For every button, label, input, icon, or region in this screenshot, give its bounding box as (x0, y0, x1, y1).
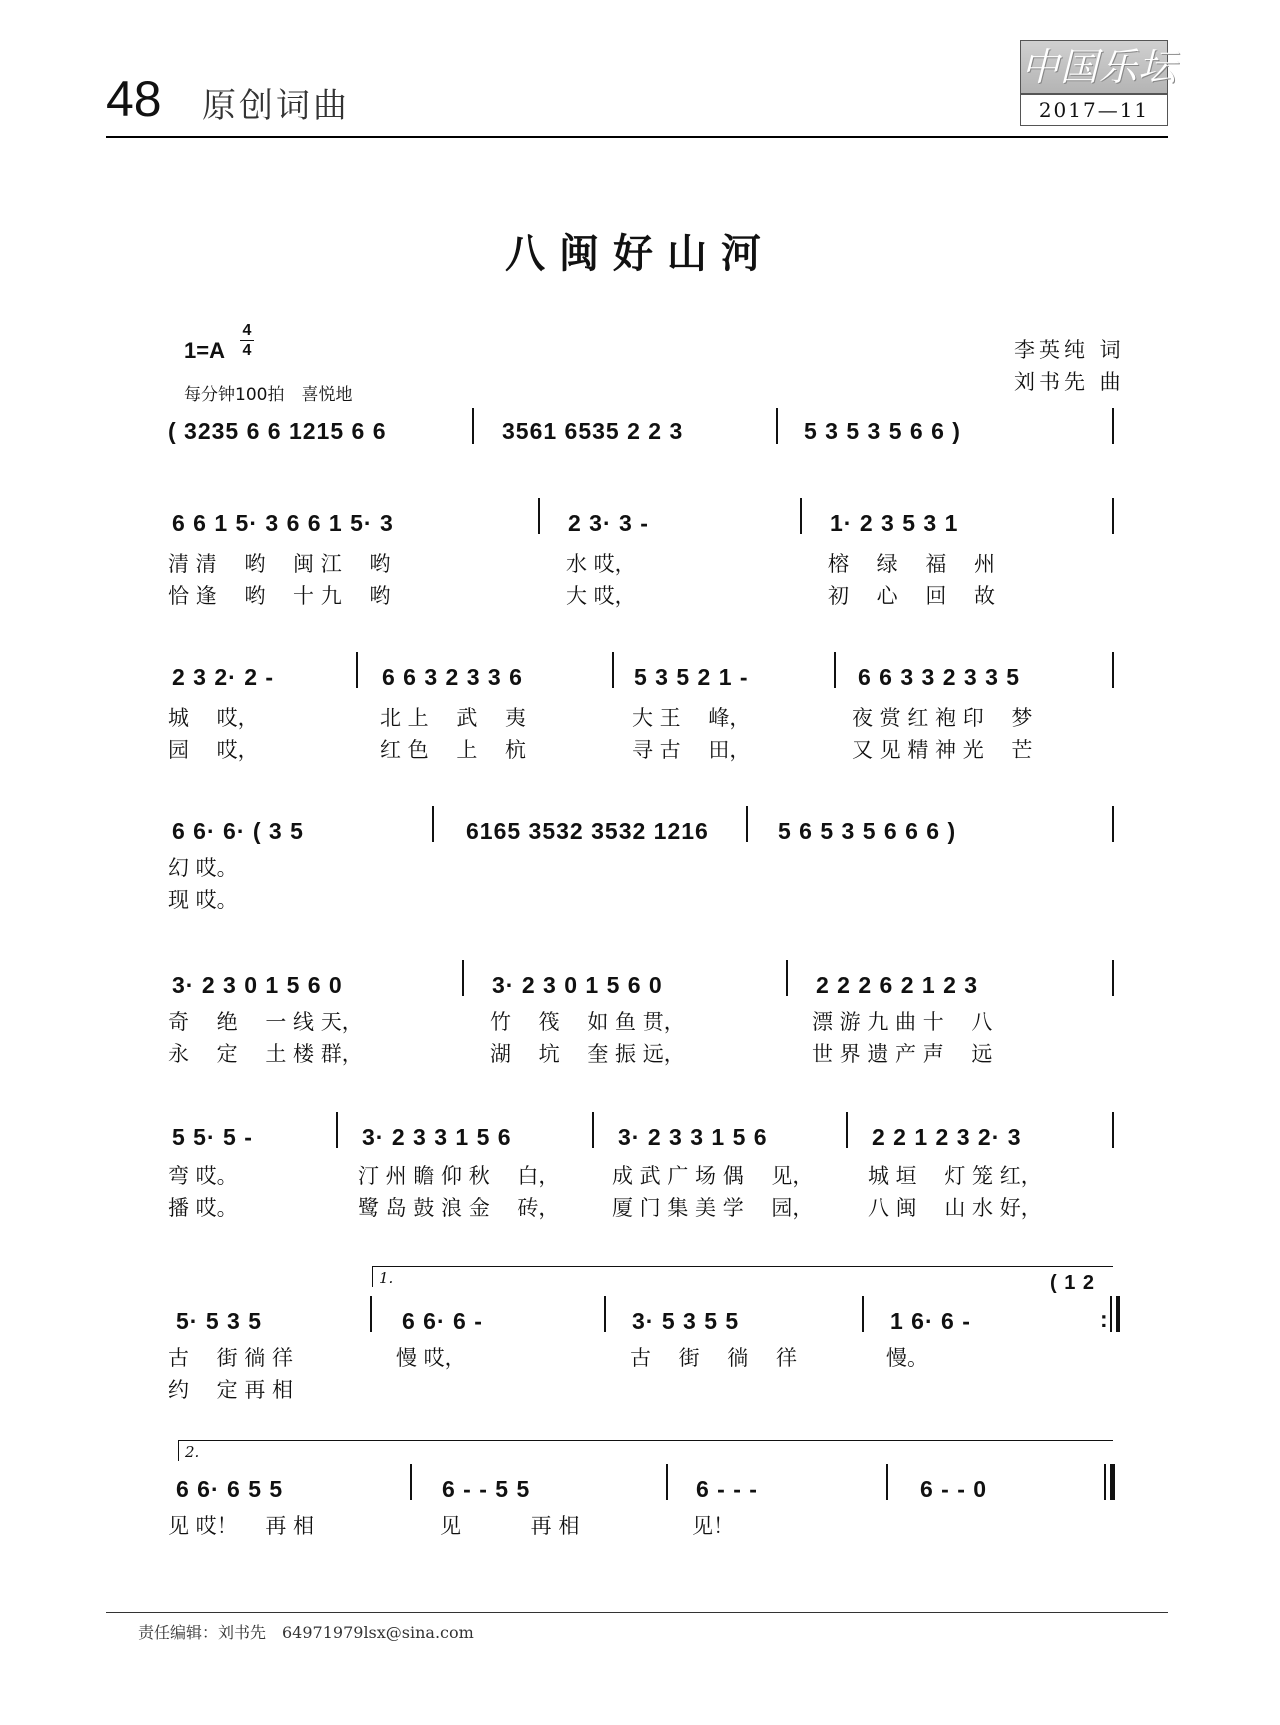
lyric-line8-m3: 见！ (692, 1514, 734, 1538)
lyric-line5a-m3: 漂 游 九 曲 十 八 (812, 1010, 993, 1034)
barline (538, 498, 540, 534)
lyric-line6b-m4: 八 闽 山 水 好， (868, 1196, 1042, 1220)
repeat-dots: : (1100, 1306, 1109, 1332)
lyric-line3b-m4: 又 见 精 神 光 芒 (852, 738, 1033, 762)
issue-label: 2017—11 (1020, 94, 1168, 126)
notation-line4-m3: 5 6 5 3 5 6 6 6 ) (778, 818, 957, 844)
composer-credit: 刘书先 曲 (1014, 370, 1125, 394)
lyric-line7a-m1: 古 街 徜 徉 (168, 1346, 294, 1370)
song-title: 八闽好山河 (505, 230, 775, 277)
notation-line5-m1: 3· 2 3 0 1 5 6 0 (172, 972, 343, 998)
lyric-line6b-m2: 鹭 岛 鼓 浪 金 砖， (358, 1196, 560, 1220)
lyric-line2a-m3: 榕 绿 福 州 (828, 552, 996, 576)
lyric-line5b-m3: 世 界 遗 产 声 远 (812, 1042, 993, 1066)
notation-line7-m4: 1 6· 6 - (890, 1308, 971, 1334)
lyric-line7a-m3: 古 街 徜 徉 (630, 1346, 798, 1370)
notation-line3-m1: 2 3 2· 2 - (172, 664, 275, 690)
barline (666, 1464, 668, 1500)
notation-line1-m3: 5 3 5 3 5 6 6 ) (804, 418, 961, 444)
time-numerator: 4 (242, 322, 252, 339)
barline (432, 806, 434, 842)
lyric-line4b: 现 哎。 (168, 888, 238, 912)
footer-rule (106, 1612, 1168, 1613)
notation-line6-m4: 2 2 1 2 3 2· 3 (872, 1124, 1022, 1150)
pickup-notes: ( 1 2 (1050, 1272, 1096, 1294)
volta-first-ending (372, 1266, 1113, 1287)
lyric-line6a-m2: 汀 州 瞻 仰 秋 白， (358, 1164, 560, 1188)
notation-line2-m2: 2 3· 3 - (568, 510, 649, 536)
notation-line1-m2: 3561 6535 2 2 3 (502, 418, 684, 444)
lyric-line3b-m2: 红 色 上 杭 (380, 738, 527, 762)
barline (604, 1296, 606, 1332)
page-number: 48 (106, 71, 162, 127)
barline (612, 652, 614, 688)
lyric-line8-m1: 见 哎！ 再 相 (168, 1514, 315, 1538)
header-rule (106, 136, 1168, 138)
lyric-line6a-m1: 弯 哎。 (168, 1164, 238, 1188)
barline (834, 652, 836, 688)
notation-line4-m1: 6 6· 6· ( 3 5 (172, 818, 304, 844)
barline (410, 1464, 412, 1500)
volta-second-ending (178, 1440, 1113, 1461)
barline (1112, 806, 1114, 842)
notation-line8-m4: 6 - - 0 (920, 1476, 988, 1502)
lyric-line3a-m4: 夜 赏 红 袍 印 梦 (852, 706, 1033, 730)
lyric-line2b-m1: 恰 逢 哟 十 九 哟 (168, 584, 391, 608)
footer-editor: 责任编辑：刘书先 64971979lsx@sina.com (138, 1623, 474, 1642)
barline (472, 408, 474, 444)
time-signature (240, 322, 254, 359)
notation-line6-m1: 5 5· 5 - (172, 1124, 253, 1150)
notation-line2-m3: 1· 2 3 5 3 1 (830, 510, 959, 536)
barline (1112, 1112, 1114, 1148)
lyric-line5b-m2: 湖 坑 奎 振 远， (490, 1042, 685, 1066)
notation-line7-m3: 3· 5 3 5 5 (632, 1308, 740, 1334)
notation-line6-m2: 3· 2 3 3 1 5 6 (362, 1124, 512, 1150)
barline (336, 1112, 338, 1148)
notation-line6-m3: 3· 2 3 3 1 5 6 (618, 1124, 768, 1150)
barline (746, 806, 748, 842)
lyric-line6b-m1: 播 哎。 (168, 1196, 238, 1220)
barline (1112, 498, 1114, 534)
final-barline (1110, 1464, 1115, 1500)
notation-line7-m1: 5· 5 3 5 (176, 1308, 262, 1334)
barline (592, 1112, 594, 1148)
lyric-line3a-m3: 大 王 峰， (632, 706, 751, 730)
barline (462, 960, 464, 996)
lyric-line2a-m1: 清 清 哟 闽 江 哟 (168, 552, 391, 576)
lyric-line7a-m2: 慢 哎， (396, 1346, 466, 1370)
barline (800, 498, 802, 534)
time-denominator: 4 (242, 342, 252, 359)
notation-line5-m3: 2 2 2 6 2 1 2 3 (816, 972, 979, 998)
lyric-line6a-m3: 成 武 广 场 偶 见， (612, 1164, 814, 1188)
notation-line7-m2: 6 6· 6 - (402, 1308, 483, 1334)
barline (370, 1296, 372, 1332)
volta-label: 1. (379, 1269, 394, 1287)
key-signature: 1=A (184, 338, 225, 363)
lyric-line2b-m2: 大 哎， (566, 584, 636, 608)
volta-label: 2. (185, 1443, 200, 1461)
barline (776, 408, 778, 444)
lyric-line5a-m1: 奇 绝 一 线 天， (168, 1010, 363, 1034)
barline (1112, 960, 1114, 996)
barline (886, 1464, 888, 1500)
lyric-line3a-m2: 北 上 武 夷 (380, 706, 527, 730)
lyric-line6b-m3: 厦 门 集 美 学 园， (612, 1196, 814, 1220)
lyric-line2a-m2: 水 哎， (566, 552, 636, 576)
lyric-line4a: 幻 哎。 (168, 856, 238, 880)
lyric-line7a-m4: 慢。 (886, 1346, 928, 1370)
notation-line8-m3: 6 - - - (696, 1476, 758, 1502)
lyric-line6a-m4: 城 垣 灯 笼 红， (868, 1164, 1042, 1188)
lyric-line3b-m1: 园 哎， (168, 738, 259, 762)
section-title: 原创词曲 (202, 86, 350, 126)
tempo-marking: 每分钟100拍 喜悦地 (184, 385, 353, 405)
repeat-barline (1116, 1296, 1120, 1332)
lyric-line3b-m3: 寻 古 田， (632, 738, 751, 762)
notation-line3-m2: 6 6 3 2 3 3 6 (382, 664, 523, 690)
notation-line5-m2: 3· 2 3 0 1 5 6 0 (492, 972, 663, 998)
notation-line8-m2: 6 - - 5 5 (442, 1476, 531, 1502)
magazine-logo: 中国乐坛 (1020, 40, 1168, 94)
lyric-line5b-m1: 永 定 土 楼 群， (168, 1042, 363, 1066)
lyric-line5a-m2: 竹 筏 如 鱼 贯， (490, 1010, 685, 1034)
notation-line1-m1: ( 3235 6 6 1215 6 6 (168, 418, 387, 444)
notation-line3-m3: 5 3 5 2 1 - (634, 664, 749, 690)
barline (786, 960, 788, 996)
magazine-masthead (1020, 40, 1178, 134)
notation-line2-m1: 6 6 1 5· 3 6 6 1 5· 3 (172, 510, 394, 536)
barline (356, 652, 358, 688)
barline (1112, 408, 1114, 444)
notation-line8-m1: 6 6· 6 5 5 (176, 1476, 284, 1502)
lyricist-credit: 李英纯 词 (1014, 338, 1125, 362)
barline (1112, 652, 1114, 688)
barline (1104, 1464, 1106, 1500)
barline (846, 1112, 848, 1148)
notation-line3-m4: 6 6 3 3 2 3 3 5 (858, 664, 1021, 690)
lyric-line2b-m3: 初 心 回 故 (828, 584, 996, 608)
lyric-line8-m2: 见 再 相 (440, 1514, 580, 1538)
barline (862, 1296, 864, 1332)
barline (1110, 1296, 1112, 1332)
lyric-line3a-m1: 城 哎， (168, 706, 259, 730)
lyric-line7b-m1: 约 定 再 相 (168, 1378, 294, 1402)
notation-line4-m2: 6165 3532 3532 1216 (466, 818, 709, 844)
